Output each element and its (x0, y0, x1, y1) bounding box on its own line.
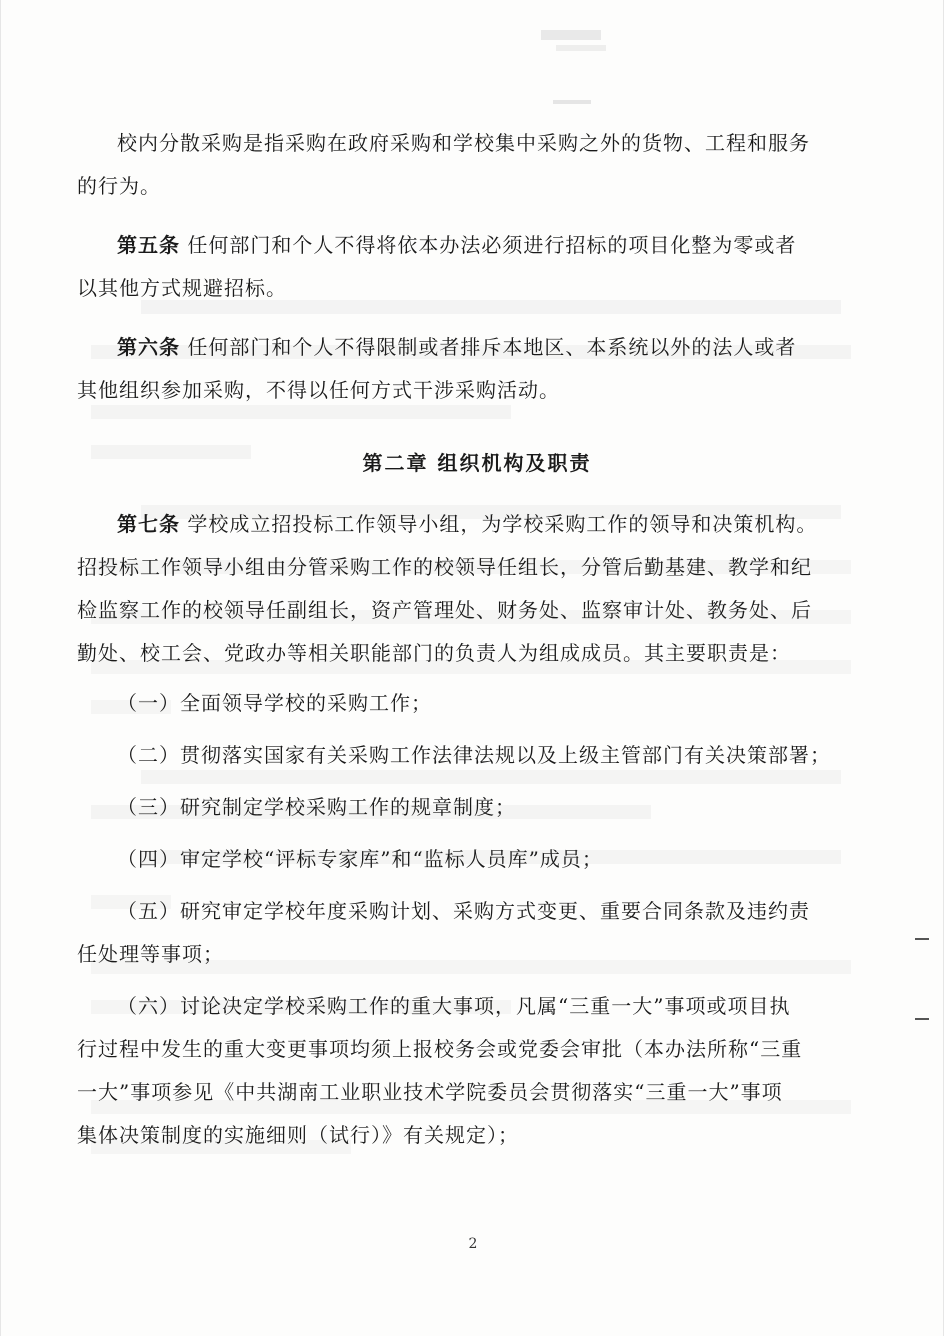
article-text: 任何部门和个人不得限制或者排斥本地区、本系统以外的法人或者 (187, 335, 797, 359)
list-item: （一）全面领导学校的采购工作； (117, 691, 432, 715)
list-item-continuation: 行过程中发生的重大变更事项均须上报校务会或党委会审批（本办法所称“三重 (77, 1037, 803, 1061)
list-item: （五）研究审定学校年度采购计划、采购方式变更、重要合同条款及违约责 (117, 899, 810, 923)
article-6-line (77, 326, 877, 369)
list-item: （二）贯彻落实国家有关采购工作法律法规以及上级主管部门有关决策部署； (117, 743, 831, 767)
chapter-heading: 第二章 组织机构及职责 (362, 451, 592, 475)
article-text: 任何部门和个人不得将依本办法必须进行招标的项目化整为零或者 (187, 233, 797, 257)
article-label: 第五条 (117, 233, 180, 257)
article-text: 学校成立招投标工作领导小组，为学校采购工作的领导和决策机构。 (187, 512, 818, 536)
list-item: （四）审定学校“评标专家库”和“监标人员库”成员； (117, 847, 603, 871)
document-body (77, 122, 877, 1157)
scan-edge-mark (915, 938, 929, 940)
page-number: 2 (468, 1236, 478, 1252)
paragraph-line: 其他组织参加采购，不得以任何方式干涉采购活动。 (77, 378, 560, 402)
paragraph-line: 勤处、校工会、党政办等相关职能部门的负责人为组成成员。其主要职责是： (77, 641, 791, 665)
list-item-continuation: 集体决策制度的实施细则（试行）》有关规定）； (77, 1123, 519, 1147)
paragraph-line: 校内分散采购是指采购在政府采购和学校集中采购之外的货物、工程和服务 (117, 131, 810, 155)
paragraph-line: 招投标工作领导小组由分管采购工作的校领导任组长，分管后勤基建、教学和纪 (77, 555, 812, 579)
paragraph-line: 以其他方式规避招标。 (77, 276, 287, 300)
paragraph-line: 的行为。 (77, 174, 161, 198)
list-item-continuation: 任处理等事项； (77, 942, 224, 966)
article-label: 第六条 (117, 335, 180, 359)
list-item: （六）讨论决定学校采购工作的重大事项，凡属“三重一大”事项或项目执 (117, 994, 791, 1018)
article-label: 第七条 (117, 512, 180, 536)
list-item: （三）研究制定学校采购工作的规章制度； (117, 795, 516, 819)
article-7-line (77, 503, 877, 546)
list-item-continuation: 一大”事项参见《中共湖南工业职业技术学院委员会贯彻落实“三重一大”事项 (77, 1080, 783, 1104)
scan-edge-mark (915, 1018, 929, 1020)
article-5-line (77, 224, 877, 267)
paragraph-line: 检监察工作的校领导任副组长，资产管理处、财务处、监察审计处、教务处、后 (77, 598, 812, 622)
